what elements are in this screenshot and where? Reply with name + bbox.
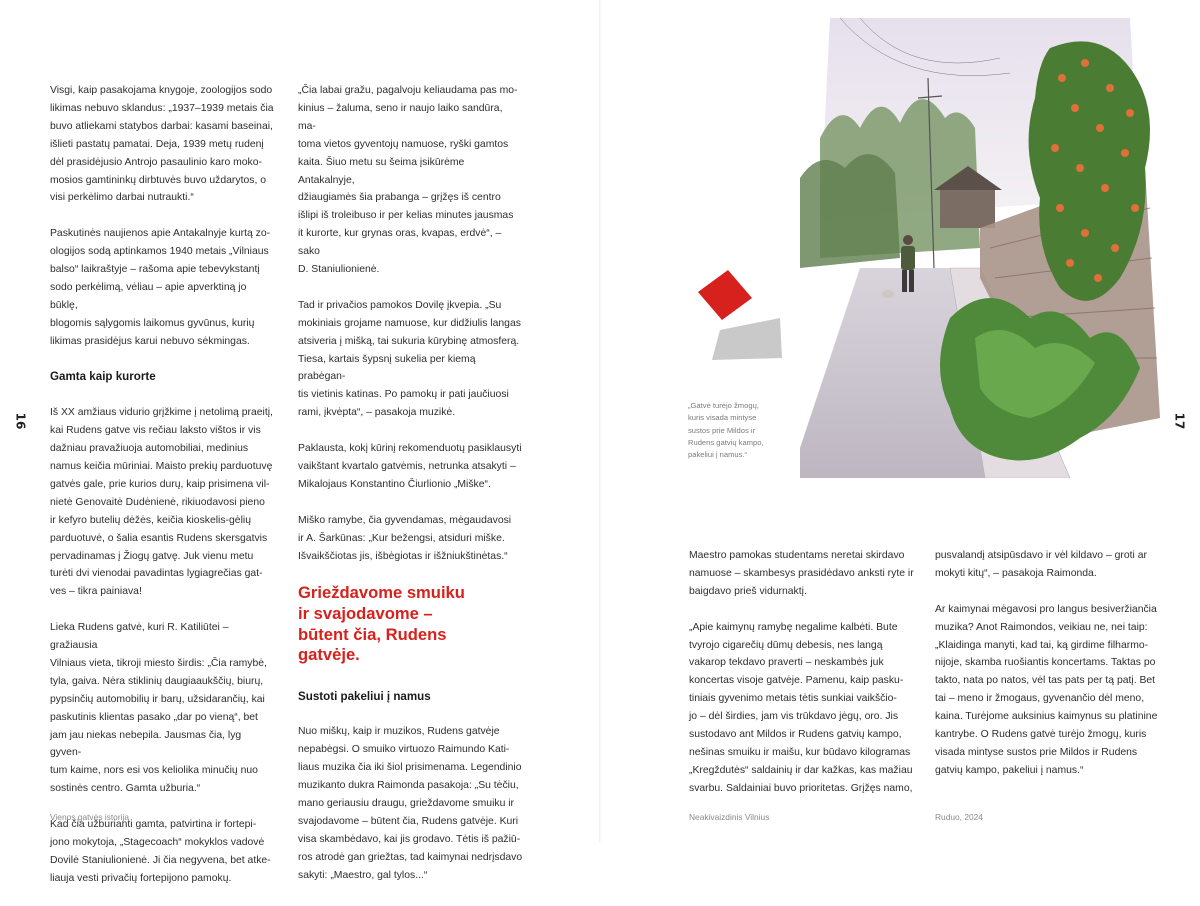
section-heading: Gamta kaip kurorte [50,370,156,384]
paragraph: pusvalandį atsipūsdavo ir vėl kildavo – groti ar mokyti kitų“, – pasakoja Raimonda. [935,550,1147,579]
red-diamond-shape [698,270,752,320]
footer-center: Neakivaizdinis Vilnius [689,812,770,822]
paragraph: Iš XX amžiaus vidurio grįžkime į netolimą praeitį, kai Rudens gatve vis rečiau laksto vištos ir vis dažniau pravažiuoja automobiliai, medinius namus keičia mūriniai. Maisto prekių parduotuvę gatvės gale, prie kurios durų, kaip prisimena vil- nietė Genovaitė Dudėnienė, rikiuodavosi pieno ir kefyro butelių dėžės, keičia kioskelis-gėlių parduotuvė, o šalia esantis Rudens skersgatvis pervadinamas į Žiogų gatvę. Juk vienu metu turėti dvi vienodai pavadintas lygiagrečias gat- ves – tikra painiava! [50,407,273,598]
column-4 [935,547,1160,798]
pull-quote: Grieždavome smuiku ir svajodavome – būtent čia, Rudens gatvėje. [298,583,465,665]
decorative-shapes [690,270,786,368]
column-3 [689,547,914,816]
paragraph: „Čia labai gražu, pagalvoju keliaudama pas mo- kinius – žaluma, seno ir naujo laiko sandūra, ma- toma vietos gyventojų namuose, ryški gamtos kaita. Šiuo metu su šeima įsikūrėme Antakalnyje, džiaugiamės šia prabanga – grįžęs iš centro išlipi iš troleibuso ir per kelias minutes jausmas it kurorte, kur grynas oras, kvapas, erdvė“, – sako D. Staniulionienė. [298,85,518,276]
house [940,188,995,228]
footer-left: Vienos gatvės istorija [50,812,129,822]
column-1 [50,82,275,906]
street-illustration [800,18,1160,478]
paragraph: Ar kaimynai mėgavosi pro langus besiveržiančia muzika? Anot Raimondos, veikiau ne, nei taip: „Klaidinga manyti, kad tai, ką girdime filharmo- nijoje, skamba ruošiantis koncertams. Taktas po takto, nata po natos, vėl tas pats per tą patį. Bet tai – meno ir žmogaus, gyvenančio dėl meno, kaina. Turėjome auksinius kaimynus su platinine kantrybe. O Rudens gatvė turėjo žmogų, kuris visada mintyse sustos prie Mildos ir Rudens gatvių kampo, pakeliui į namus.“ [935,603,1158,776]
page-number-left: 16 [13,412,28,430]
column-2 [298,82,523,903]
paragraph: Paklausta, kokį kūrinį rekomenduotų pasiklausyti vaikštant kvartalo gatvėmis, netrunka atsakyti – Mikalojaus Konstantino Čiurlionio „Miške“. [298,443,522,490]
forest-left [800,154,900,268]
paragraph: Lieka Rudens gatvė, kuri R. Katiliūtei – gražiausia Vilniaus vieta, tikroji miesto širdis: „Čia ramybė, tyla, gaiva. Nėra stiklinių daugiaaukščių, biurų, pypsinčių automobilių ir barų, užsidarančių, kai paskutinis klientas pasako „dar po vieną“, bet jam jau niekas nebepila. Jausmas čia, lyg gyven- tum kaime, nors esi vos keliolika minučių nuo sostinės centro. Gamta užburia.“ [50,622,267,795]
paragraph: „Apie kaimynų ramybę negalime kalbėti. Bute tvyrojo cigarečių dūmų debesis, nes langą vakarop tekdavo praverti – neskambės juk koncertas visoje gatvėje. Pamenu, kaip pasku- tiniais gyvenimo metais tėtis sunkiai vaikščio- jo – dėl širdies, jam vis trūkdavo jėgų, oro. Jis sustodavo ant Mildos ir Rudens gatvių kampo, nešinas smuiku ir maišu, kur būdavo kilogramas „Kregždutės“ saldainių ir dar kažkas, kas mažiau svarbu. Saldainiai buvo prioritetas. Grįžęs namo, [689,621,913,794]
paragraph: Tad ir privačios pamokos Dovilę įkvepia. „Su mokiniais grojame namuose, kur didžiulis langas atsiveria į mišką, tai sukuria kūrybinę atmosferą. Tiesa, kartais šypsnį sukelia per kiemą prabėgan- tis vietinis katinas. Po pamokų ir pati jaučiuosi rami, įkvėpta“, – pasakoja muzikė. [298,299,521,419]
paragraph: Paskutinės naujienos apie Antakalnyje kurtą zo- ologijos sodą aptinkamos 1940 metais „Vilniaus balso“ laikraštyje – rašoma apie tebevykstantį sodo perkėlimą, vėliau – apie apverktiną jo būklę, blogomis sąlygomis laikomus gyvūnus, kurių likimas prasidėjus karui nebuvo sėkmingas. [50,228,271,347]
image-caption: „Gatvė turėjo žmogų, kuris visada mintyse sustos prie Mildos ir Rudens gatvių kampo, pakeliui į namus.“ [688,401,764,460]
paragraph: Maestro pamokas studentams neretai skirdavo namuose – skambesys prasidėdavo anksti ryte ir baigdavo prieš vidurnaktį. [689,550,914,597]
paragraph: Visgi, kaip pasakojama knygoje, zoologijos sodo likimas nebuvo sklandus: „1937–1939 metais čia buvo atliekami statybos darbai: kasami baseinai, išlieti pastatų pamatai. Deja, 1939 metų rudenį dėl prasidėjusio Antrojo pasaulinio karo moko- mosios gamtininkų dirbtuvės buvo uždarytos, o visi perkėlimo darbai nutraukti.“ [50,85,274,204]
spine-gutter [599,0,601,843]
page-number-right: 17 [1172,412,1187,430]
gray-quad-shape [712,318,782,360]
small-dog [882,290,894,298]
paragraph: Nuo miškų, kaip ir muzikos, Rudens gatvėje nepabėgsi. O smuiko virtuozo Raimundo Kati- liaus muzika čia iki šiol prisimenama. Legendinio muzikanto dukra Raimonda pasakoja: „Su tėčiu, mano geriausiu draugu, grieždavome smuiku ir svajodavome – būtent čia, Rudens gatvėje. Kuri visa skambėdavo, kai jis grodavo. Tėtis iš pažiū- ros atrodė gan griežtas, tad kaimynai nedrįsdavo sakyti: „Maestro, gal tylos...“ [298,726,523,881]
section-heading: Sustoti pakeliui į namus [298,689,431,703]
footer-right: Ruduo, 2024 [935,812,983,822]
paragraph: Kad čia užburianti gamta, patvirtina ir fortepi- jono mokytoja, „Stagecoach“ mokyklos vadovė Dovilė Staniulionienė. Ji čia negyvena, bet atke- liauja vesti privačių fortepijono pamokų. [50,819,271,884]
paragraph: Miško ramybe, čia gyvendamas, mėgaudavosi ir A. Šarkūnas: „Kur bežengsi, atsiduri miške. Išvaikščiotas jis, išbėgiotas ir išžniukštinėtas.“ [298,514,512,562]
